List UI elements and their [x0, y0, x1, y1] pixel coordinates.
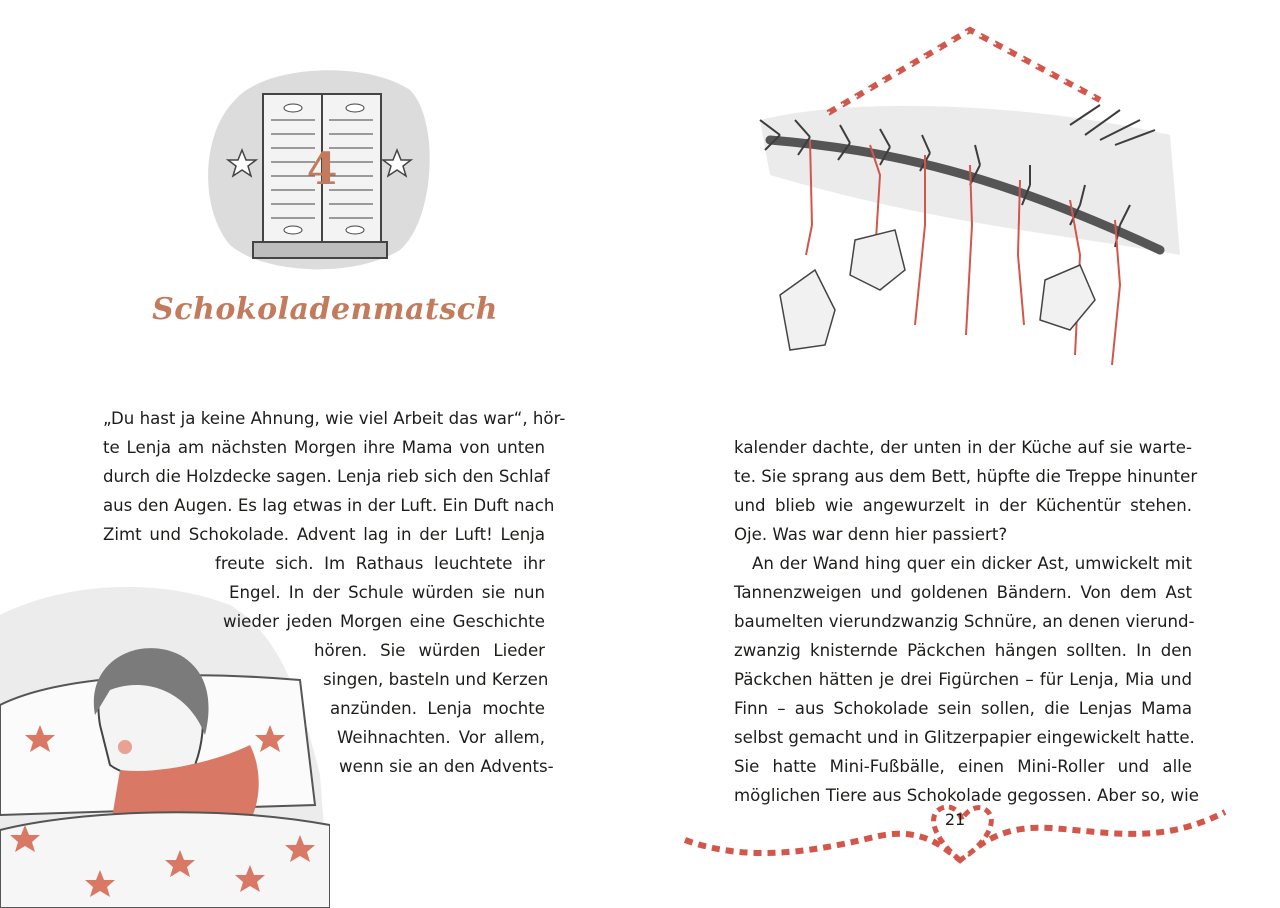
text-line: und blieb wie angewurzelt in der Küchentür stehen.: [734, 496, 1192, 515]
right-page: [640, 0, 1280, 908]
text-line: singen, basteln und Kerzen: [323, 670, 549, 689]
text-line: selbst gemacht und in Glitzerpapier eingewickelt hatte.: [734, 728, 1195, 747]
text-line: „Du hast ja keine Ahnung, wie viel Arbeit das war“, hör-: [103, 409, 566, 428]
page-number: 21: [944, 810, 966, 829]
text-line: Engel. In der Schule würden sie nun: [229, 583, 545, 602]
text-line: durch die Holzdecke sagen. Lenja rieb sich den Schlaf: [103, 467, 550, 486]
text-line: Tannenzweigen und goldenen Bändern. Von dem Ast: [734, 583, 1192, 602]
text-line: zwanzig knisternde Päckchen hängen sollten. In den: [734, 641, 1192, 660]
text-line: freute sich. Im Rathaus leuchtete ihr: [215, 554, 545, 573]
advent-window-illustration: [195, 60, 435, 280]
text-line: wieder jeden Morgen eine Geschichte: [223, 612, 545, 631]
text-line: Sie hatte Mini-Fußbälle, einen Mini-Roller und alle: [734, 757, 1192, 776]
text-line: te. Sie sprang aus dem Bett, hüpfte die Treppe hinunter: [734, 467, 1198, 486]
text-line: hören. Sie würden Lieder: [314, 641, 545, 660]
chapter-title: Schokoladenmatsch: [152, 292, 498, 327]
text-line: Zimt und Schokolade. Advent lag in der Luft! Lenja: [103, 525, 545, 544]
text-line: aus den Augen. Es lag etwas in der Luft. Ein Duft nach: [103, 496, 555, 515]
text-line: möglichen Tiere aus Schokolade gegossen. Aber so, wie: [734, 786, 1199, 805]
text-line: An der Wand hing quer ein dicker Ast, umwickelt mit: [752, 554, 1192, 573]
advent-branch-illustration: [740, 25, 1185, 395]
text-line: anzünden. Lenja mochte: [330, 699, 545, 718]
text-line: baumelten vierundzwanzig Schnüre, an denen vierund-: [734, 612, 1195, 631]
text-line: Päckchen hätten je drei Figürchen – für Lenja, Mia und: [734, 670, 1192, 689]
text-line: Finn – aus Schokolade sein sollen, die Lenjas Mama: [734, 699, 1192, 718]
text-line: wenn sie an den Advents-: [339, 757, 554, 776]
text-line: Weihnachten. Vor allem,: [337, 728, 545, 747]
text-line: te Lenja am nächsten Morgen ihre Mama von unten: [103, 438, 545, 457]
text-line: kalender dachte, der unten in der Küche auf sie warte-: [734, 438, 1192, 457]
text-line: Oje. Was war denn hier passiert?: [734, 525, 1008, 544]
chapter-number: 4: [306, 144, 338, 195]
